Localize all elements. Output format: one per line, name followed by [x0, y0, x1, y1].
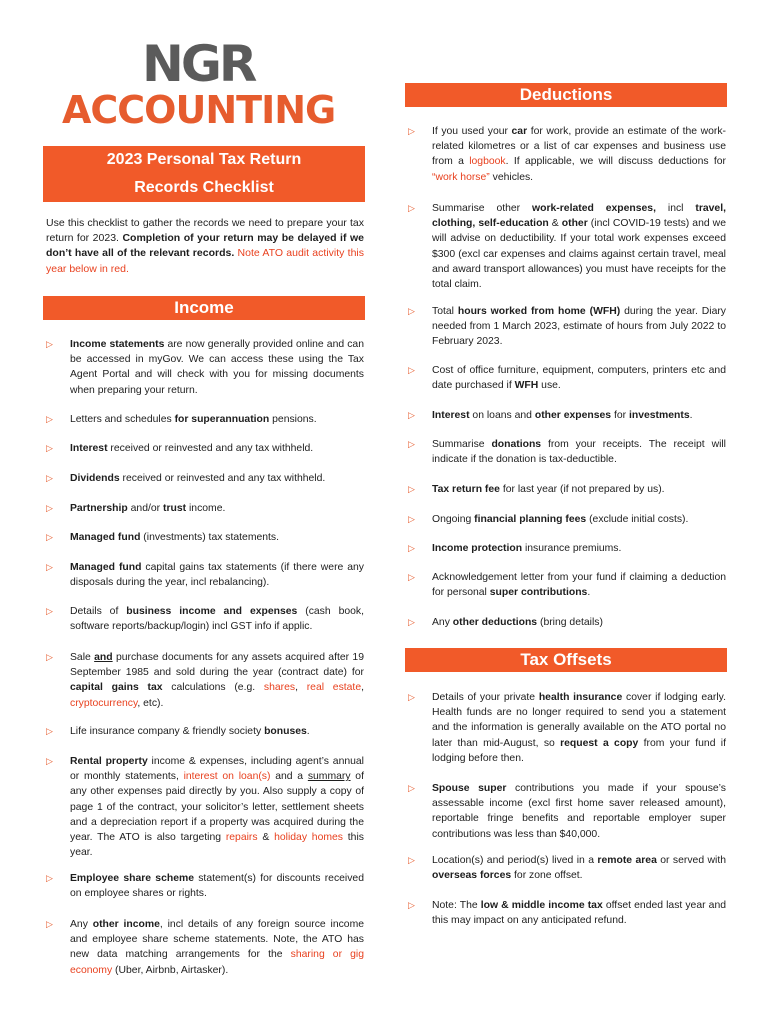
item-text: vehicles. — [489, 171, 534, 183]
arrow-right-outline-icon: ▷ — [408, 410, 415, 420]
item-text: , incl details of any foreign source income and employee share scheme statements. Note, the ATO has new data matching arrangements for the — [70, 919, 365, 961]
arrow-right-outline-icon: ▷ — [408, 514, 415, 524]
item-text: cover if lodging early. Health funds are no longer required to send you a statement and the information is generally available on the ATO portal no later than mid-August, so — [432, 692, 726, 749]
item-text: for zone offset. — [511, 870, 583, 882]
item-text: business income and expenses — [126, 606, 298, 617]
item-text: Tax return fee — [432, 484, 500, 495]
arrow-right-outline-icon: ▷ — [46, 562, 53, 572]
checklist-item — [408, 615, 726, 630]
item-text: this year. — [70, 832, 364, 859]
item-text: other — [561, 218, 588, 230]
checklist-item — [46, 530, 364, 545]
item-text: contributions you made if your spouse’s assessable income (excl first home saver released amount), reportable fringe benefits and reportable employer super contributions was less than $40,000. — [432, 783, 726, 840]
item-text: donations — [491, 439, 542, 450]
item-text: capital gains tax statements (if there were any disposals during the year, incl rebalancing). — [70, 562, 364, 589]
item-text: use. — [538, 380, 561, 392]
page-title — [43, 146, 365, 202]
item-text: pensions. — [269, 414, 317, 425]
arrow-right-outline-icon: ▷ — [46, 443, 53, 453]
item-text: Income statements — [70, 339, 165, 350]
title-line-2: Records Checklist — [134, 179, 274, 196]
item-text: “work horse” — [432, 171, 490, 183]
item-text: Dividends — [70, 473, 120, 484]
item-text: and/or — [127, 503, 163, 514]
item-text: (exclude initial costs). — [586, 514, 689, 525]
checklist-item — [408, 570, 726, 600]
income-heading: Income — [43, 296, 365, 320]
checklist-item — [46, 724, 364, 739]
item-text: from your receipts. The receipt will indicate if the donation is tax-deductible. — [432, 439, 726, 466]
item-text: Spouse super — [432, 783, 507, 794]
arrow-right-outline-icon: ▷ — [408, 855, 415, 865]
checklist-item — [46, 501, 364, 516]
item-text: Partnership — [70, 503, 128, 514]
checklist-item — [408, 124, 726, 185]
checklist-item — [46, 471, 364, 486]
item-text: are now generally provided online and can be accessed in myGov. We can access these using the Tax Agent Portal and will check with you for missing documents when preparing your return. — [70, 339, 364, 396]
item-text: calculations (e.g. — [162, 682, 264, 694]
item-text: (cash book, software reports/backup/login) incl GST info if applic. — [70, 606, 365, 633]
item-text: insurance premiums. — [522, 543, 622, 554]
item-text: Sale — [70, 652, 95, 663]
item-text: sharing or gig economy — [70, 949, 364, 976]
item-text: , etc). — [137, 697, 164, 709]
item-text: for — [611, 410, 629, 421]
item-text: Note: The — [432, 900, 481, 911]
item-text: Cost of office furniture, equipment, computers, printers etc and date purchased if — [432, 365, 726, 392]
arrow-right-outline-icon: ▷ — [46, 756, 53, 766]
item-text: Details of — [70, 606, 127, 617]
item-text: Letters and schedules — [70, 414, 175, 425]
item-text: & — [548, 218, 562, 230]
item-text: real estate — [306, 682, 362, 694]
checklist-item — [46, 604, 364, 634]
checklist-item — [46, 754, 364, 860]
intro-paragraph — [46, 216, 364, 277]
logo-brand: NGR — [142, 35, 255, 93]
item-text: other expenses — [534, 410, 612, 421]
item-text: holiday homes — [274, 832, 343, 844]
item-text: , — [361, 682, 364, 694]
checklist-item — [46, 650, 364, 711]
item-text: (bring details) — [537, 617, 603, 628]
item-text: for work, provide an estimate of the work-related kilometres or a list of car expenses and business use from a — [432, 126, 726, 168]
item-text: overseas forces — [432, 870, 512, 882]
item-text: . If applicable, we will discuss deductions for — [505, 156, 726, 168]
item-text: Summarise — [432, 439, 492, 450]
item-text: other deductions — [452, 617, 538, 628]
item-text: work-related expenses, — [532, 203, 656, 214]
item-text: Rental property — [70, 756, 148, 767]
arrow-right-outline-icon: ▷ — [408, 783, 415, 793]
arrow-right-outline-icon: ▷ — [408, 543, 415, 553]
item-text: . — [689, 410, 693, 421]
item-text: , — [295, 682, 307, 694]
item-text: . — [587, 587, 591, 599]
checklist-item — [46, 917, 364, 978]
checklist-item — [408, 201, 726, 292]
item-text: offset ended last year and this may impact on any anticipated refund. — [432, 900, 726, 927]
item-text: & — [257, 832, 275, 844]
item-text: incl — [655, 203, 696, 214]
item-text: investments — [628, 410, 690, 421]
arrow-right-outline-icon: ▷ — [408, 617, 415, 627]
item-text: car — [511, 126, 528, 137]
arrow-right-outline-icon: ▷ — [408, 365, 415, 375]
intro-bold-text: Completion of your return may be delayed if we don’t have all of the relevant records. — [46, 232, 364, 260]
arrow-right-outline-icon: ▷ — [408, 900, 415, 910]
item-text: for superannuation — [174, 414, 270, 425]
item-text: income & expenses, including agent’s annual or monthly statements, — [70, 756, 364, 783]
arrow-right-outline-icon: ▷ — [46, 473, 53, 483]
item-text: Ongoing — [432, 514, 475, 525]
item-text: for last year (if not prepared by us). — [499, 484, 665, 495]
item-text: Managed fund — [70, 532, 141, 543]
item-text: interest on loan(s) — [183, 771, 271, 783]
arrow-right-outline-icon: ▷ — [408, 692, 415, 702]
item-text: Income protection — [432, 543, 523, 554]
item-text: travel, clothing, self-education — [432, 203, 726, 230]
checklist-item — [408, 541, 726, 556]
arrow-right-outline-icon: ▷ — [408, 126, 415, 136]
item-text: If you used your — [432, 126, 512, 137]
tax-offsets-heading: Tax Offsets — [405, 648, 727, 672]
deductions-heading: Deductions — [405, 83, 727, 107]
item-text: Details of your private — [432, 692, 539, 703]
item-text: . — [306, 726, 310, 737]
checklist-item — [408, 408, 726, 423]
item-text: health insurance — [538, 692, 623, 703]
logo-subtitle: ACCOUNTING — [62, 88, 336, 132]
item-text: (incl COVID-19 tests) and we will advise on deductibility. If your total work expenses exceed $300 (excl car expenses and claims against certain travel, meal and award transport allowances) you must have receipts for the total claim. — [432, 218, 726, 291]
item-text: super contributions — [489, 587, 588, 599]
arrow-right-outline-icon: ▷ — [408, 306, 415, 316]
checklist-item — [46, 337, 364, 398]
checklist-item — [46, 871, 364, 901]
intro-audit-note: Note ATO audit activity this year below in red. — [46, 247, 365, 275]
arrow-right-outline-icon: ▷ — [46, 919, 53, 929]
checklist-item — [46, 560, 364, 590]
checklist-item — [408, 437, 726, 467]
item-text: Employee share scheme — [70, 873, 194, 884]
arrow-right-outline-icon: ▷ — [408, 439, 415, 449]
item-text: income. — [186, 503, 226, 514]
checklist-item — [408, 482, 726, 497]
arrow-right-outline-icon: ▷ — [46, 652, 53, 662]
item-text: WFH — [514, 380, 539, 392]
checklist-item — [408, 898, 726, 928]
title-line-1: 2023 Personal Tax Return — [106, 151, 302, 168]
arrow-right-outline-icon: ▷ — [408, 203, 415, 213]
checklist-item — [408, 853, 726, 883]
item-text: hours worked from home (WFH) — [457, 306, 621, 317]
company-logo — [62, 35, 336, 134]
item-text: financial planning fees — [474, 514, 587, 525]
item-text: Interest — [432, 410, 470, 421]
item-text: low & middle income tax — [480, 900, 603, 911]
item-text: Summarise other — [432, 203, 533, 214]
checklist-item — [46, 412, 364, 427]
checklist-item — [408, 781, 726, 842]
intro-text: Use this checklist to gather the records we need to prepare your tax return for 2023. — [46, 217, 364, 245]
arrow-right-outline-icon: ▷ — [408, 572, 415, 582]
item-text: repairs — [225, 832, 258, 844]
item-text: and — [94, 652, 113, 663]
item-text: received or reinvested and any tax withheld. — [107, 443, 314, 454]
item-text: Any — [70, 919, 93, 930]
item-text: statement(s) for discounts received on employee shares or rights. — [70, 873, 364, 900]
item-text: other income — [92, 919, 160, 930]
item-text: or served with — [656, 855, 726, 866]
checklist-item — [408, 363, 726, 393]
item-text: during the year. Diary needed from 1 March 2023, estimate of hours from July 2022 to February 2023. — [432, 306, 726, 348]
arrow-right-outline-icon: ▷ — [46, 339, 53, 349]
item-text: cryptocurrency — [70, 697, 138, 709]
item-text: remote area — [597, 855, 657, 866]
arrow-right-outline-icon: ▷ — [46, 532, 53, 542]
checklist-item — [46, 441, 364, 456]
item-text: logbook — [469, 156, 506, 168]
item-text: Acknowledgement letter from your fund if claiming a deduction for personal — [432, 572, 726, 599]
item-text: Location(s) and period(s) lived in a — [432, 855, 598, 866]
arrow-right-outline-icon: ▷ — [46, 503, 53, 513]
arrow-right-outline-icon: ▷ — [46, 414, 53, 424]
item-text: from your fund if lodging before then. — [432, 737, 726, 764]
item-text: (Uber, Airbnb, Airtasker). — [112, 964, 229, 976]
arrow-right-outline-icon: ▷ — [46, 606, 53, 616]
arrow-right-outline-icon: ▷ — [408, 484, 415, 494]
item-text: Managed fund — [70, 562, 142, 573]
item-text: trust — [163, 503, 187, 514]
checklist-item — [408, 304, 726, 350]
arrow-right-outline-icon: ▷ — [46, 726, 53, 736]
item-text: shares — [263, 682, 296, 694]
item-text: (investments) tax statements. — [140, 532, 280, 543]
item-text: of any other expenses paid directly by you. Also supply a copy of page 1 of the contract, your solicitor’s letter, settlement sheets and a depreciation report if a property was acquired during the year. The ATO is also targeting — [70, 771, 364, 844]
checklist-item — [408, 512, 726, 527]
item-text: request a copy — [560, 737, 639, 749]
item-text: capital gains tax — [70, 682, 163, 694]
item-text: Interest — [70, 443, 108, 454]
item-text: and a — [270, 771, 308, 783]
item-text: summary — [307, 771, 351, 783]
item-text: Life insurance company & friendly society — [70, 726, 265, 737]
item-text: bonuses — [264, 726, 307, 737]
item-text: purchase documents for any assets acquired after 19 September 1985 and sold during the year (contract date) for — [70, 652, 364, 679]
item-text: Any — [432, 617, 453, 628]
item-text: Total — [432, 306, 458, 317]
item-text: on loans and — [469, 410, 535, 421]
arrow-right-outline-icon: ▷ — [46, 873, 53, 883]
item-text: received or reinvested and any tax withheld. — [119, 473, 326, 484]
checklist-item — [408, 690, 726, 766]
